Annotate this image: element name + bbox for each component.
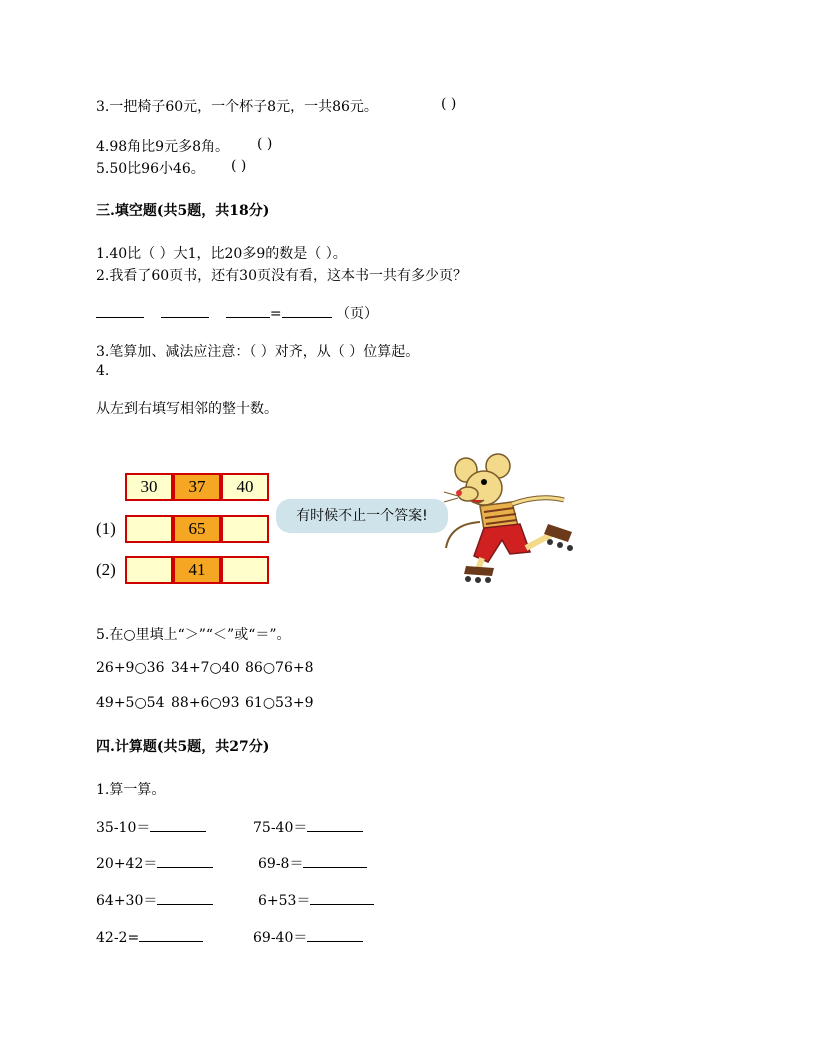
compare-item: 34+7○40: [171, 660, 240, 676]
speech-bubble: 有时候不止一个答案!: [276, 499, 448, 533]
cell-right: 40: [221, 473, 269, 501]
judge-answer-paren-4[interactable]: ( ): [257, 136, 273, 152]
answer-blank[interactable]: [226, 303, 270, 318]
answer-blank[interactable]: [139, 927, 203, 942]
cell-left: 30: [125, 473, 173, 501]
answer-blank[interactable]: [150, 817, 206, 832]
answer-blank[interactable]: [96, 303, 144, 318]
calc-item: 20+42＝: [96, 853, 213, 873]
calc-item: 42-2=: [96, 927, 203, 946]
cell-middle: 65: [173, 515, 221, 543]
calc-question-1: 1.算一算。: [96, 782, 166, 798]
answer-blank[interactable]: [157, 853, 213, 868]
section-heading-fill-blank: 三.填空题(共5题，共18分): [96, 203, 270, 219]
calc-item: 6+53＝: [258, 890, 374, 910]
compare-item: 49+5○54: [96, 695, 165, 711]
row-label-2: (2): [96, 560, 116, 579]
answer-cell-left[interactable]: [125, 556, 173, 584]
compare-item: 86○76+8: [245, 660, 314, 676]
unit-label: （页）: [336, 306, 378, 322]
judge-answer-paren-3[interactable]: ( ): [441, 96, 457, 112]
answer-blank[interactable]: [303, 853, 367, 868]
answer-blank[interactable]: [307, 927, 363, 942]
fill-question-1: 1.40比（ ）大1，比20多9的数是（ ）。: [96, 246, 347, 262]
fill-question-2: 2.我看了60页书，还有30页没有看，这本书一共有多少页？: [96, 268, 467, 284]
fill-question-4-number: 4.: [96, 363, 110, 379]
fill-question-4-instruction: 从左到右填写相邻的整十数。: [96, 401, 278, 417]
fill-question-2-equation: [96, 303, 378, 323]
answer-cell-right[interactable]: [221, 515, 269, 543]
answer-blank[interactable]: [310, 890, 374, 905]
answer-blank[interactable]: [282, 303, 332, 318]
fill-question-3: 3.笔算加、减法应注意：（ ）对齐，从（ ）位算起。: [96, 344, 420, 360]
calc-item: 69-40＝: [253, 927, 363, 947]
answer-blank[interactable]: [161, 303, 209, 318]
judge-question-3: 3.一把椅子60元，一个杯子8元，一共86元。: [96, 99, 378, 115]
cell-middle: 37: [173, 473, 221, 501]
answer-blank[interactable]: [157, 890, 213, 905]
row-label-1: (1): [96, 519, 116, 538]
judge-question-4: 4.98角比9元多8角。: [96, 139, 229, 155]
calc-item: 69-8＝: [258, 853, 367, 873]
judge-answer-paren-5[interactable]: ( ): [231, 158, 247, 174]
calc-item: 64+30＝: [96, 890, 213, 910]
fill-question-5: 5.在○里填上“＞”“＜”或“＝”。: [96, 627, 291, 643]
equals-sign: =: [269, 306, 282, 322]
answer-cell-left[interactable]: [125, 515, 173, 543]
compare-item: 88+6○93: [171, 695, 240, 711]
answer-blank[interactable]: [307, 817, 363, 832]
cell-middle: 41: [173, 556, 221, 584]
calc-item: 35-10＝: [96, 817, 206, 837]
judge-question-5: 5.50比96小46。: [96, 161, 205, 177]
section-heading-calculation: 四.计算题(共5题，共27分): [96, 739, 270, 755]
answer-cell-right[interactable]: [221, 556, 269, 584]
mouse-mascot-icon: [440, 452, 582, 584]
compare-item: 61○53+9: [245, 695, 314, 711]
compare-item: 26+9○36: [96, 660, 165, 676]
calc-item: 75-40＝: [253, 817, 363, 837]
